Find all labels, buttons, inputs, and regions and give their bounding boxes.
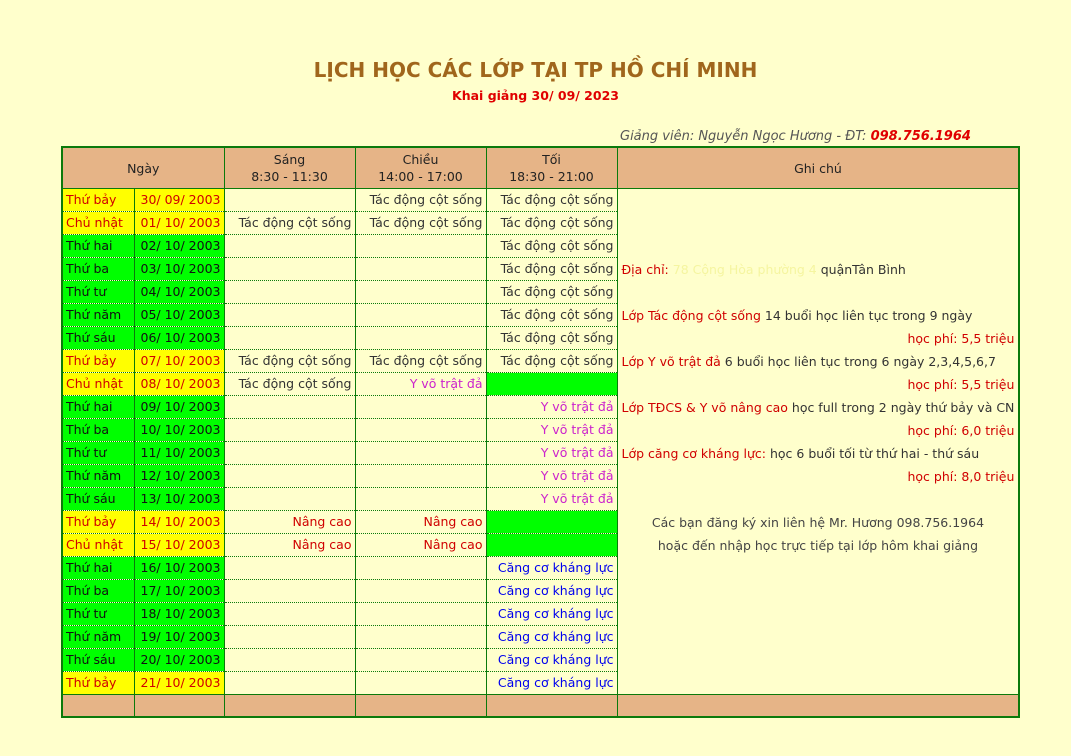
- day-cell: Thứ tư: [62, 281, 134, 304]
- morning-cell: [224, 465, 355, 488]
- address-note: [618, 258, 1019, 281]
- day-cell: Thứ năm: [62, 626, 134, 649]
- ccl-fee-text: học phí: 8,0 triệu: [907, 469, 1015, 484]
- col-afternoon-header: [355, 147, 486, 189]
- day-cell: Thứ bảy: [62, 511, 134, 534]
- yvo-class-name: Lớp Y võ trật đả: [621, 354, 721, 369]
- evening-cell: Căng cơ kháng lực: [486, 672, 617, 695]
- teacher-phone: 098.756.1964: [870, 129, 971, 144]
- date-cell: 11/ 10/ 2003: [134, 442, 224, 465]
- adv-class-note: [618, 396, 1019, 419]
- footer-cell: [134, 695, 224, 718]
- morning-cell: Nâng cao: [224, 534, 355, 557]
- day-cell: Thứ sáu: [62, 488, 134, 511]
- ccl-class-desc: học 6 buổi tối từ thứ hai - thứ sáu: [766, 446, 980, 461]
- evening-cell: Tác động cột sống: [486, 235, 617, 258]
- tdcs-class-name: Lớp Tác động cột sống: [621, 308, 761, 323]
- afternoon-cell: Tác động cột sống: [355, 212, 486, 235]
- day-cell: Chủ nhật: [62, 373, 134, 396]
- day-cell: Chủ nhật: [62, 534, 134, 557]
- footer-cell: [355, 695, 486, 718]
- morning-label: Sáng: [273, 152, 306, 167]
- date-cell: 18/ 10/ 2003: [134, 603, 224, 626]
- afternoon-cell: [355, 419, 486, 442]
- evening-cell: [486, 534, 617, 557]
- evening-cell: Y võ trật đả: [486, 396, 617, 419]
- date-cell: 06/ 10/ 2003: [134, 327, 224, 350]
- morning-cell: [224, 304, 355, 327]
- address-district: quậnTân Bình: [820, 262, 906, 277]
- evening-cell: Căng cơ kháng lực: [486, 603, 617, 626]
- evening-cell: Tác động cột sống: [486, 304, 617, 327]
- morning-cell: [224, 626, 355, 649]
- afternoon-cell: [355, 304, 486, 327]
- day-cell: Thứ hai: [62, 235, 134, 258]
- col-day-header: Ngày: [62, 147, 224, 189]
- afternoon-cell: [355, 327, 486, 350]
- opening-date: Khai giảng 30/ 09/ 2023: [452, 88, 619, 103]
- evening-cell: Tác động cột sống: [486, 212, 617, 235]
- address-label: Địa chỉ:: [621, 262, 669, 277]
- afternoon-cell: [355, 672, 486, 695]
- afternoon-cell: Nâng cao: [355, 534, 486, 557]
- date-cell: 19/ 10/ 2003: [134, 626, 224, 649]
- afternoon-cell: [355, 442, 486, 465]
- afternoon-cell: [355, 626, 486, 649]
- footer-cell: [224, 695, 355, 718]
- afternoon-cell: [355, 258, 486, 281]
- evening-label: Tối: [542, 152, 561, 167]
- morning-cell: [224, 649, 355, 672]
- day-cell: Thứ ba: [62, 580, 134, 603]
- evening-cell: Căng cơ kháng lực: [486, 649, 617, 672]
- adv-fee-text: học phí: 6,0 triệu: [907, 423, 1015, 438]
- morning-cell: [224, 258, 355, 281]
- footer-cell: [62, 695, 134, 718]
- date-cell: 14/ 10/ 2003: [134, 511, 224, 534]
- afternoon-cell: [355, 488, 486, 511]
- morning-cell: [224, 488, 355, 511]
- tdcs-class-desc: 14 buổi học liên tục trong 9 ngày: [760, 308, 973, 323]
- evening-cell: Tác động cột sống: [486, 189, 617, 212]
- date-cell: 08/ 10/ 2003: [134, 373, 224, 396]
- table-row: [62, 189, 1019, 212]
- afternoon-cell: [355, 580, 486, 603]
- day-cell: Thứ tư: [62, 442, 134, 465]
- date-cell: 20/ 10/ 2003: [134, 649, 224, 672]
- page-title: LỊCH HỌC CÁC LỚP TẠI TP HỒ CHÍ MINH: [313, 58, 758, 82]
- header-row: [62, 147, 1019, 189]
- date-cell: 12/ 10/ 2003: [134, 465, 224, 488]
- col-morning-header: [224, 147, 355, 189]
- evening-cell: Căng cơ kháng lực: [486, 580, 617, 603]
- tdcs-class-note: [618, 304, 1019, 327]
- afternoon-cell: [355, 557, 486, 580]
- morning-cell: Tác động cột sống: [224, 350, 355, 373]
- notes-cell: [617, 189, 1019, 695]
- footer-row: [62, 695, 1019, 718]
- evening-cell: [486, 511, 617, 534]
- morning-cell: [224, 327, 355, 350]
- evening-cell: Căng cơ kháng lực: [486, 626, 617, 649]
- afternoon-cell: [355, 649, 486, 672]
- day-cell: Thứ bảy: [62, 672, 134, 695]
- morning-cell: [224, 442, 355, 465]
- yvo-fee: [618, 373, 1019, 396]
- date-cell: 15/ 10/ 2003: [134, 534, 224, 557]
- col-evening-header: [486, 147, 617, 189]
- footer-cell: [617, 695, 1019, 718]
- date-cell: 05/ 10/ 2003: [134, 304, 224, 327]
- evening-cell: Y võ trật đả: [486, 442, 617, 465]
- day-cell: Thứ hai: [62, 557, 134, 580]
- afternoon-cell: Y võ trật đả: [355, 373, 486, 396]
- day-cell: Thứ sáu: [62, 327, 134, 350]
- adv-class-name: Lớp TĐCS & Y võ nâng cao: [621, 400, 788, 415]
- date-cell: 03/ 10/ 2003: [134, 258, 224, 281]
- evening-cell: Y võ trật đả: [486, 465, 617, 488]
- evening-cell: Tác động cột sống: [486, 327, 617, 350]
- day-cell: Thứ ba: [62, 419, 134, 442]
- morning-cell: [224, 557, 355, 580]
- date-cell: 16/ 10/ 2003: [134, 557, 224, 580]
- afternoon-cell: [355, 281, 486, 304]
- day-cell: Chủ nhật: [62, 212, 134, 235]
- contact-line-2: hoặc đến nhập học trực tiếp tại lớp hôm khai giảng: [657, 538, 979, 553]
- address-street: 78 Cộng Hòa phường 4: [668, 262, 817, 277]
- morning-cell: Tác động cột sống: [224, 212, 355, 235]
- yvo-fee-text: học phí: 5,5 triệu: [907, 377, 1015, 392]
- day-cell: Thứ bảy: [62, 189, 134, 212]
- date-cell: 07/ 10/ 2003: [134, 350, 224, 373]
- schedule-table: [61, 146, 1020, 718]
- day-cell: Thứ bảy: [62, 350, 134, 373]
- col-notes-header: Ghi chú: [617, 147, 1019, 189]
- morning-cell: [224, 603, 355, 626]
- morning-cell: [224, 580, 355, 603]
- afternoon-time: 14:00 - 17:00: [378, 169, 463, 184]
- day-cell: Thứ hai: [62, 396, 134, 419]
- adv-fee: [618, 419, 1019, 442]
- morning-cell: [224, 235, 355, 258]
- ccl-fee: [618, 465, 1019, 488]
- ccl-class-note: [618, 442, 1019, 465]
- morning-cell: [224, 672, 355, 695]
- afternoon-cell: [355, 603, 486, 626]
- tdcs-fee: [618, 327, 1019, 350]
- afternoon-label: Chiều: [402, 152, 439, 167]
- date-cell: 17/ 10/ 2003: [134, 580, 224, 603]
- evening-cell: Tác động cột sống: [486, 258, 617, 281]
- footer-cell: [486, 695, 617, 718]
- morning-cell: [224, 281, 355, 304]
- morning-cell: Tác động cột sống: [224, 373, 355, 396]
- date-cell: 30/ 09/ 2003: [134, 189, 224, 212]
- evening-time: 18:30 - 21:00: [509, 169, 594, 184]
- date-cell: 10/ 10/ 2003: [134, 419, 224, 442]
- day-cell: Thứ sáu: [62, 649, 134, 672]
- evening-cell: Căng cơ kháng lực: [486, 557, 617, 580]
- date-cell: 01/ 10/ 2003: [134, 212, 224, 235]
- morning-time: 8:30 - 11:30: [251, 169, 328, 184]
- evening-cell: Y võ trật đả: [486, 419, 617, 442]
- ccl-class-name: Lớp căng cơ kháng lực:: [621, 446, 767, 461]
- afternoon-cell: [355, 465, 486, 488]
- morning-cell: [224, 189, 355, 212]
- date-cell: 09/ 10/ 2003: [134, 396, 224, 419]
- day-cell: Thứ năm: [62, 304, 134, 327]
- evening-cell: [486, 373, 617, 396]
- date-cell: 21/ 10/ 2003: [134, 672, 224, 695]
- day-cell: Thứ tư: [62, 603, 134, 626]
- yvo-class-note: [618, 350, 1019, 373]
- adv-class-desc: học full trong 2 ngày thứ bảy và CN: [787, 400, 1015, 415]
- morning-cell: Nâng cao: [224, 511, 355, 534]
- afternoon-cell: [355, 235, 486, 258]
- evening-cell: Tác động cột sống: [486, 281, 617, 304]
- evening-cell: Tác động cột sống: [486, 350, 617, 373]
- afternoon-cell: Tác động cột sống: [355, 350, 486, 373]
- date-cell: 13/ 10/ 2003: [134, 488, 224, 511]
- contact-line-1: Các bạn đăng ký xin liên hệ Mr. Hương 098.756.1964: [651, 515, 985, 530]
- morning-cell: [224, 419, 355, 442]
- teacher-label: Giảng viên: Nguyễn Ngọc Hương - ĐT:: [620, 129, 871, 144]
- date-cell: 02/ 10/ 2003: [134, 235, 224, 258]
- day-cell: Thứ ba: [62, 258, 134, 281]
- afternoon-cell: [355, 396, 486, 419]
- evening-cell: Y võ trật đả: [486, 488, 617, 511]
- yvo-class-desc: 6 buổi học liên tục trong 6 ngày 2,3,4,5,6,7: [720, 354, 996, 369]
- date-cell: 04/ 10/ 2003: [134, 281, 224, 304]
- teacher-info: [620, 129, 971, 144]
- tdcs-fee-text: học phí: 5,5 triệu: [907, 331, 1015, 346]
- morning-cell: [224, 396, 355, 419]
- day-cell: Thứ năm: [62, 465, 134, 488]
- afternoon-cell: Nâng cao: [355, 511, 486, 534]
- afternoon-cell: Tác động cột sống: [355, 189, 486, 212]
